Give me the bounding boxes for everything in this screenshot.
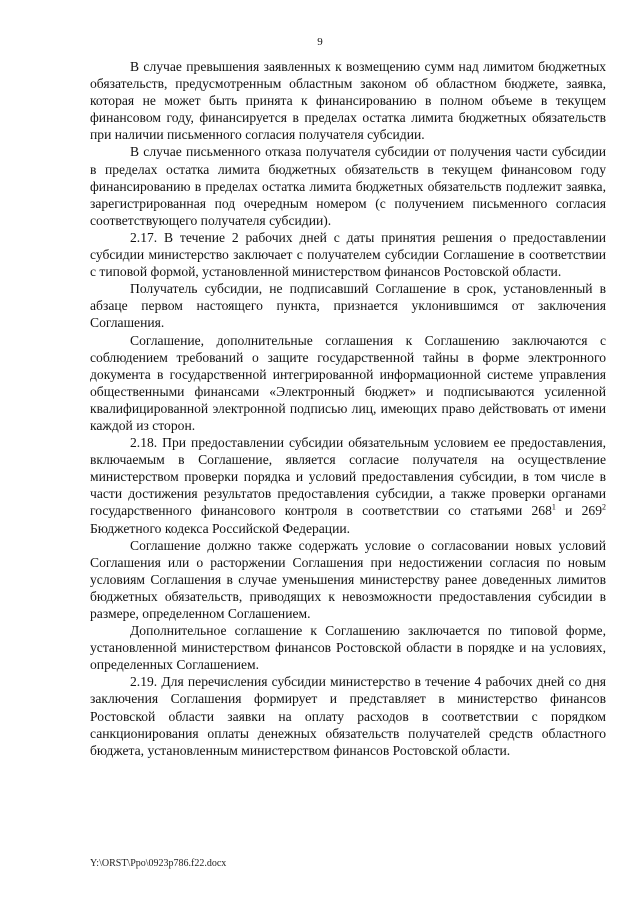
- document-body: [90, 58, 606, 759]
- paragraph-7: Соглашение должно также содержать условие о согласовании новых условий Соглашения или о расторжении Соглашения при недостижении согласия по новым условиям Соглашения в случае уменьшения министерству ранее доведенных лимитов бюджетных обязательств, приводящих к невозможности предоставления субсидии в размере, определенном Соглашением.: [90, 537, 606, 621]
- paragraph-9: 2.19. Для перечисления субсидии министерство в течение 4 рабочих дней со дня заключения Соглашения формирует и представляет в министерство финансов Ростовской области заявки на оплату расходов в соответствии с порядком санкционирования оплаты денежных обязательств получателей средств областного бюджета, установленным министерством финансов Ростовской области.: [90, 674, 606, 758]
- paragraph-4: Получатель субсидии, не подписавший Соглашение в срок, установленный в абзаце первом настоящего пункта, признается уклонившимся от заключения Соглашения.: [90, 281, 606, 331]
- page-number: 9: [317, 36, 323, 48]
- paragraph-1: В случае превышения заявленных к возмещению сумм над лимитом бюджетных обязательств, предусмотренным областным законом об областном бюджете, заявка, которая не может быть принята к финансированию в полном объеме в текущем финансовом году, финансируется в пределах остатка лимита бюджетных обязательств при наличии письменного согласия получателя субсидии.: [90, 59, 606, 143]
- file-path-footer: Y:\ORST\Ppo\0923p786.f22.docx: [90, 858, 227, 869]
- superscript-1: 1: [551, 502, 556, 512]
- paragraph-5: Соглашение, дополнительные соглашения к Соглашению заключаются с соблюдением требований о защите государственной тайны в форме электронного документа в государственной интегрированной информационной системе управления общественными финансами «Электронный бюджет» и подписываются усиленной квалифицированной электронной подписью лиц, имеющих право действовать от имени каждой из сторон.: [90, 332, 606, 433]
- paragraph-6: [90, 434, 606, 537]
- paragraph-3: 2.17. В течение 2 рабочих дней с даты принятия решения о предоставлении субсидии министерство заключает с получателем субсидии Соглашение в соответствии с типовой формой, установленной министерством финансов Ростовской области.: [90, 229, 606, 280]
- paragraph-8: Дополнительное соглашение к Соглашению заключается по типовой форме, установленной министерством финансов Ростовской области в порядке и на условиях, определенных Соглашением.: [90, 623, 606, 673]
- paragraph-6-part-a: 2.18. При предоставлении субсидии обязательным условием ее предоставления, включаемым в Соглашение, является согласие получателя на осуществление министерством проверки порядка и условий предоставления субсидии, в том числе в части достижения результатов предоставления субсидии, а также проверки органами государственного финансового контроля в соответствии со статьями 268: [90, 435, 606, 519]
- paragraph-6-part-b: и 269: [555, 503, 602, 519]
- paragraph-2: В случае письменного отказа получателя субсидии от получения части субсидии в пределах остатка лимита бюджетных обязательств в текущем финансовом году финансированию в пределах остатка лимита бюджетных обязательств подлежит заявка, зарегистрированная под очередным номером (с получением письменного согласия соответствующего получателя субсидии).: [90, 144, 606, 228]
- superscript-2: 2: [602, 502, 606, 512]
- paragraph-6-part-c: Бюджетного кодекса Российской Федерации.: [90, 520, 351, 536]
